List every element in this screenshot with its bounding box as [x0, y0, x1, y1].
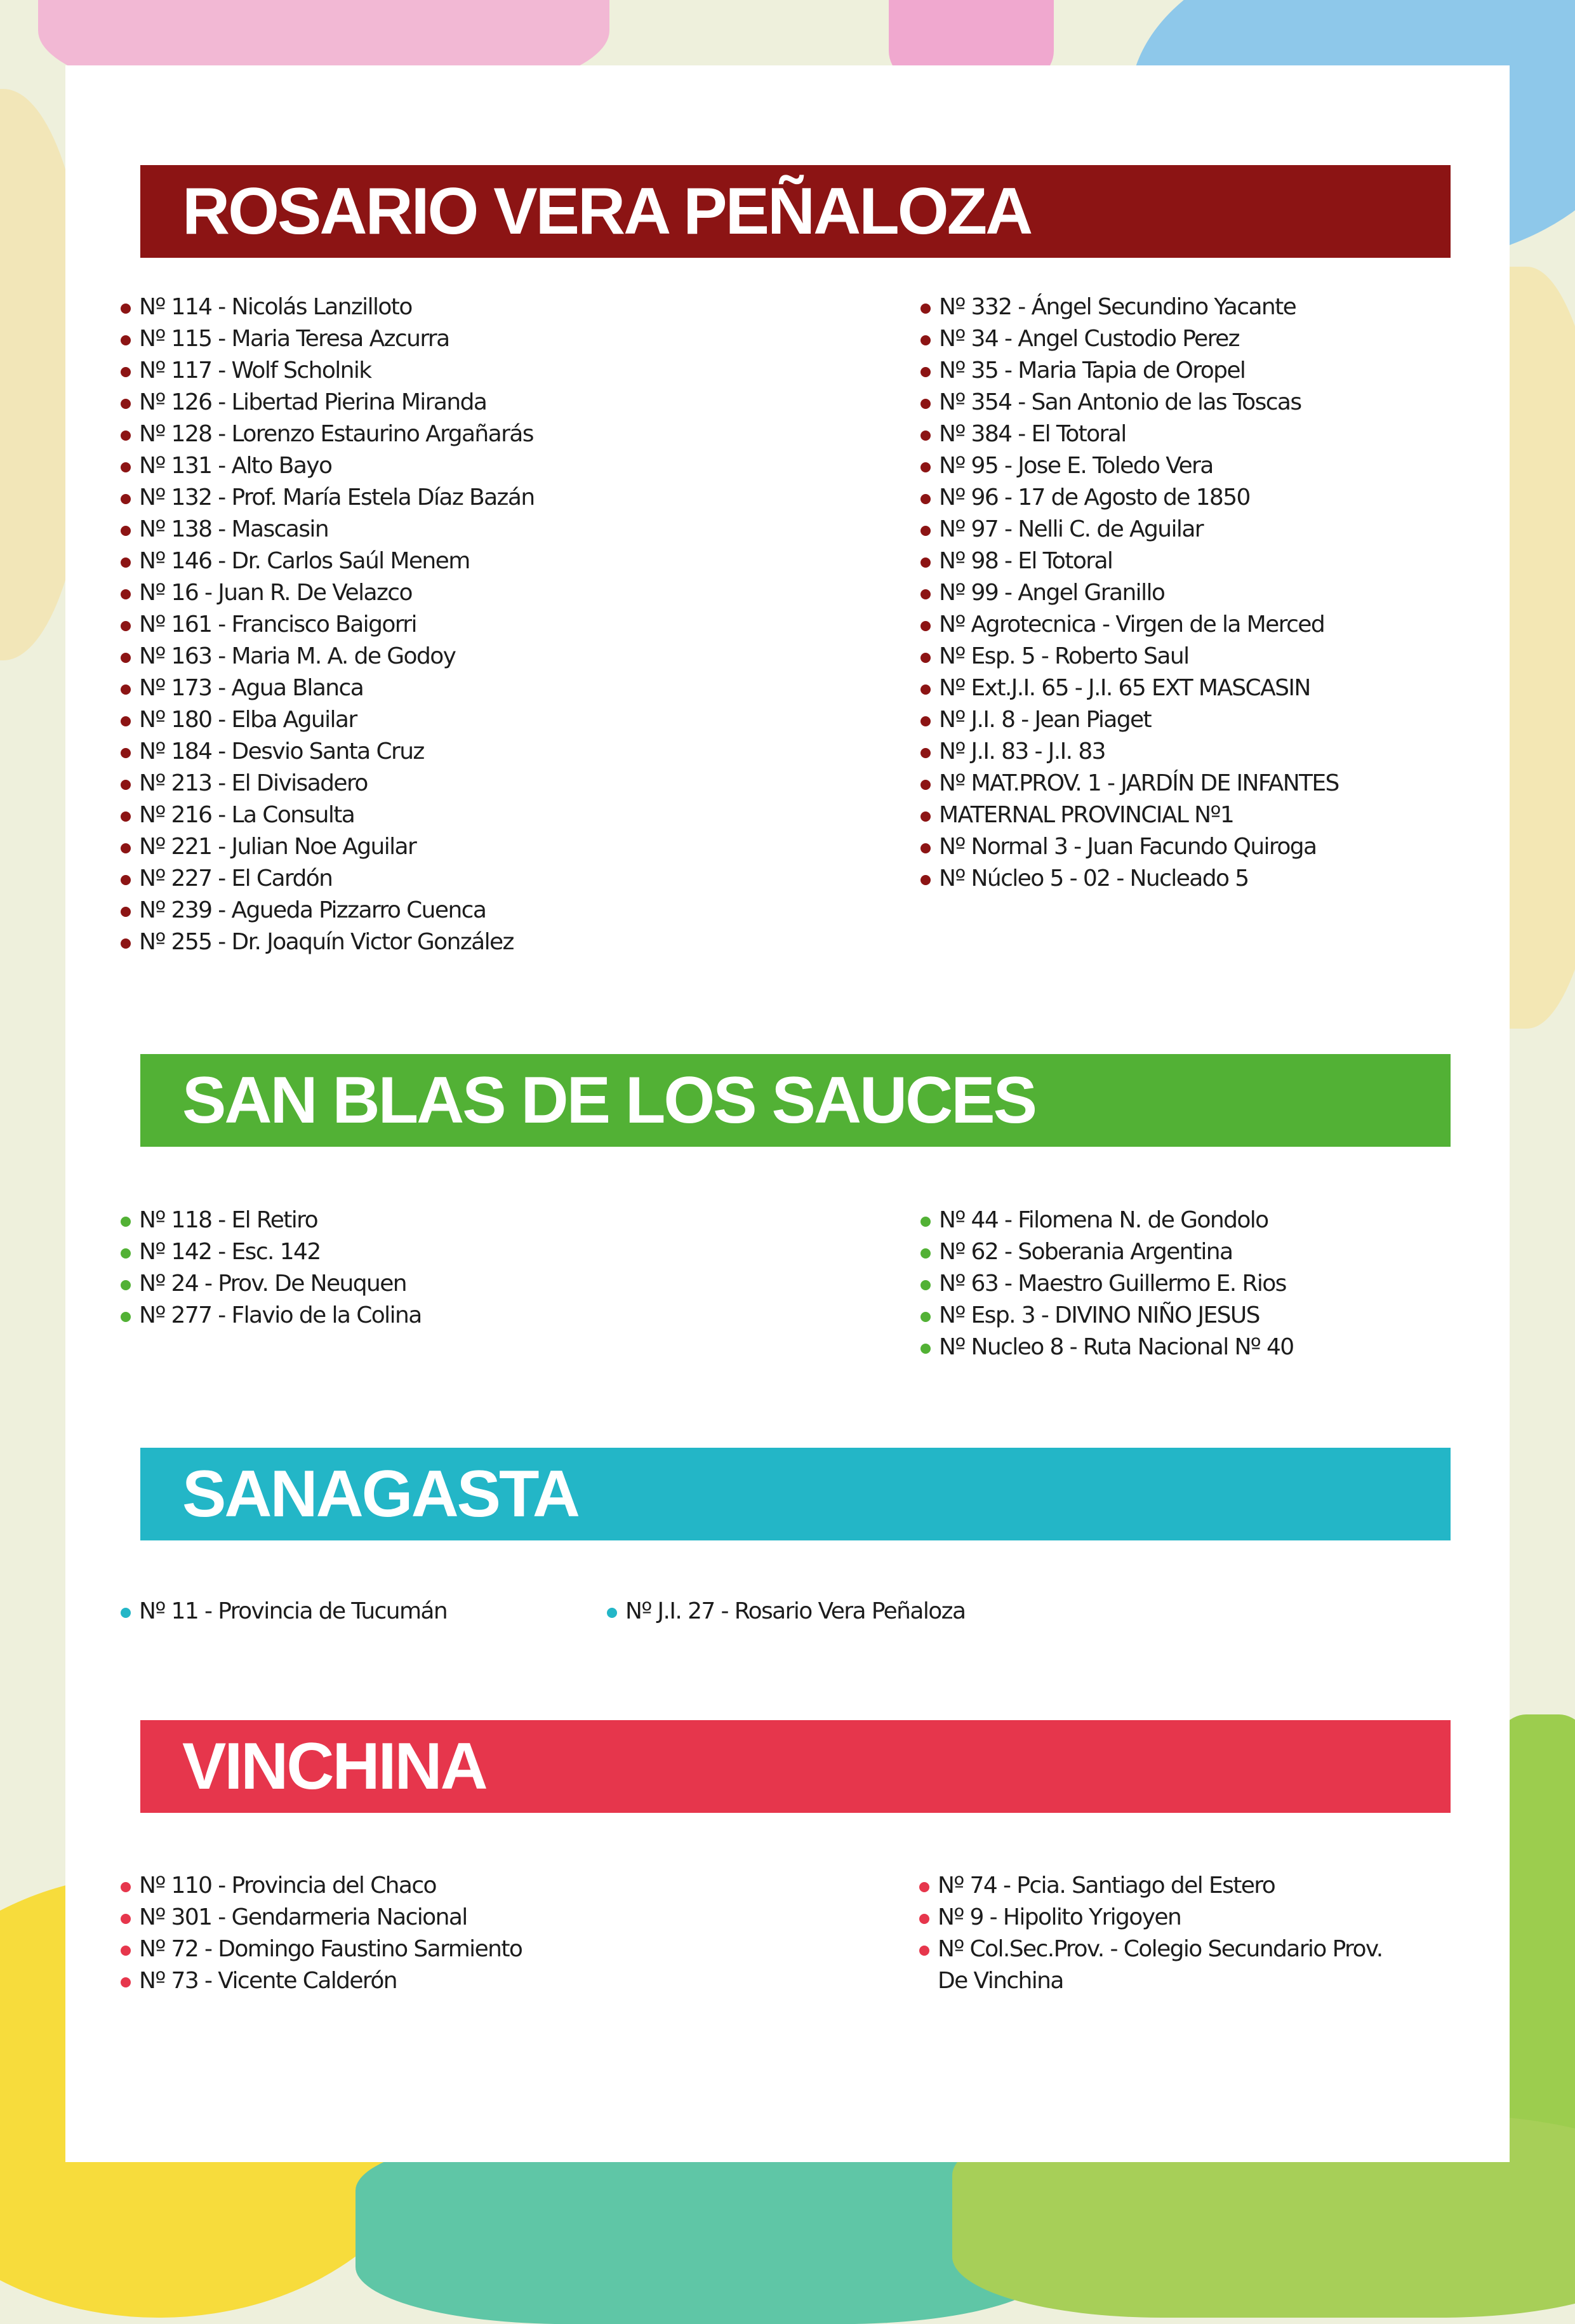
section-title-sanagasta: SANAGASTA	[140, 1448, 1451, 1540]
school-list-item: Nº 255 - Dr. Joaquín Victor González	[139, 926, 535, 958]
school-list-item: Nº 163 - Maria M. A. de Godoy	[139, 641, 535, 672]
school-list-item: Nº 126 - Libertad Pierina Miranda	[139, 387, 535, 418]
school-list-item: Nº Esp. 5 - Roberto Saul	[939, 641, 1339, 672]
school-list-item: Nº 115 - Maria Teresa Azcurra	[139, 323, 535, 355]
school-list-item: Nº 216 - La Consulta	[139, 799, 535, 831]
school-list-item: Nº Nucleo 8 - Ruta Nacional Nº 40	[939, 1332, 1294, 1363]
school-list-item: Nº 132 - Prof. María Estela Díaz Bazán	[139, 482, 535, 514]
school-list-item: Nº MAT.PROV. 1 - JARDÍN DE INFANTES	[939, 768, 1339, 799]
school-list-item: Nº Col.Sec.Prov. - Colegio Secundario Prov. De Vinchina	[938, 1933, 1395, 1997]
school-list-item: Nº 95 - Jose E. Toledo Vera	[939, 450, 1339, 482]
school-list-left	[139, 1596, 447, 1627]
school-list-item: Nº 35 - Maria Tapia de Oropel	[939, 355, 1339, 387]
school-list-item: Nº 301 - Gendarmeria Nacional	[139, 1902, 522, 1933]
school-list-item: Nº Ext.J.I. 65 - J.I. 65 EXT MASCASIN	[939, 672, 1339, 704]
section-title-san-blas: SAN BLAS DE LOS SAUCES	[140, 1054, 1451, 1147]
school-list-item: Nº 72 - Domingo Faustino Sarmiento	[139, 1933, 522, 1965]
school-list-item: Nº 99 - Angel Granillo	[939, 577, 1339, 609]
school-list-item: Nº 98 - El Totoral	[939, 545, 1339, 577]
school-list-item: Nº 73 - Vicente Calderón	[139, 1965, 522, 1997]
school-list-item: Nº 128 - Lorenzo Estaurino Argañarás	[139, 418, 535, 450]
school-list-item: Nº 24 - Prov. De Neuquen	[139, 1268, 422, 1300]
school-list-item: Nº 146 - Dr. Carlos Saúl Menem	[139, 545, 535, 577]
school-list-item: Nº Núcleo 5 - 02 - Nucleado 5	[939, 863, 1339, 895]
school-list-item: Nº 63 - Maestro Guillermo E. Rios	[939, 1268, 1294, 1300]
school-list-item: Nº 239 - Agueda Pizzarro Cuenca	[139, 895, 535, 926]
school-list-item: Nº 277 - Flavio de la Colina	[139, 1300, 422, 1332]
school-list-item: Nº 173 - Agua Blanca	[139, 672, 535, 704]
school-list-item: Nº 96 - 17 de Agosto de 1850	[939, 482, 1339, 514]
school-list-left	[139, 291, 535, 958]
school-list-item: Nº J.I. 27 - Rosario Vera Peñaloza	[625, 1596, 965, 1627]
school-list-item: Nº 114 - Nicolás Lanzilloto	[139, 291, 535, 323]
school-list-item: Nº 142 - Esc. 142	[139, 1236, 422, 1268]
school-list-item: Nº 161 - Francisco Baigorri	[139, 609, 535, 641]
school-list-left	[139, 1870, 522, 1997]
school-list-item: Nº 131 - Alto Bayo	[139, 450, 535, 482]
school-list-item: Nº 44 - Filomena N. de Gondolo	[939, 1205, 1294, 1236]
school-list-item: Nº 384 - El Totoral	[939, 418, 1339, 450]
school-list-item: Nº Normal 3 - Juan Facundo Quiroga	[939, 831, 1339, 863]
school-list-right	[939, 1205, 1294, 1363]
school-list-item: Nº Agrotecnica - Virgen de la Merced	[939, 609, 1339, 641]
school-list-item: Nº 34 - Angel Custodio Perez	[939, 323, 1339, 355]
school-list-item: Nº 11 - Provincia de Tucumán	[139, 1596, 447, 1627]
section-title-rosario: ROSARIO VERA PEÑALOZA	[140, 165, 1451, 258]
school-list-item: Nº 213 - El Divisadero	[139, 768, 535, 799]
school-list-item: Nº 74 - Pcia. Santiago del Estero	[938, 1870, 1395, 1902]
school-list-left	[139, 1205, 422, 1332]
school-list-item: Nº 97 - Nelli C. de Aguilar	[939, 514, 1339, 545]
school-list-item: Nº 110 - Provincia del Chaco	[139, 1870, 522, 1902]
school-list-item: Nº 184 - Desvio Santa Cruz	[139, 736, 535, 768]
school-list-item: Nº 227 - El Cardón	[139, 863, 535, 895]
school-list-item: MATERNAL PROVINCIAL Nº1	[939, 799, 1339, 831]
school-list-item: Nº 118 - El Retiro	[139, 1205, 422, 1236]
school-list-right	[938, 1870, 1395, 1997]
school-list-item: Nº 16 - Juan R. De Velazco	[139, 577, 535, 609]
school-list-item: Nº 221 - Julian Noe Aguilar	[139, 831, 535, 863]
section-title-vinchina: VINCHINA	[140, 1720, 1451, 1813]
school-list-right	[625, 1596, 965, 1627]
school-list-item: Nº J.I. 83 - J.I. 83	[939, 736, 1339, 768]
school-list-item: Nº 62 - Soberania Argentina	[939, 1236, 1294, 1268]
school-list-item: Nº J.I. 8 - Jean Piaget	[939, 704, 1339, 736]
school-list-item: Nº 332 - Ángel Secundino Yacante	[939, 291, 1339, 323]
bg-blob-teal	[356, 2134, 1054, 2324]
school-list-item: Nº Esp. 3 - DIVINO NIÑO JESUS	[939, 1300, 1294, 1332]
school-list-item: Nº 180 - Elba Aguilar	[139, 704, 535, 736]
school-list-item: Nº 9 - Hipolito Yrigoyen	[938, 1902, 1395, 1933]
school-list-item: Nº 354 - San Antonio de las Toscas	[939, 387, 1339, 418]
content-sheet	[65, 65, 1510, 2162]
school-list-item: Nº 138 - Mascasin	[139, 514, 535, 545]
school-list-item: Nº 117 - Wolf Scholnik	[139, 355, 535, 387]
school-list-right	[939, 291, 1339, 895]
